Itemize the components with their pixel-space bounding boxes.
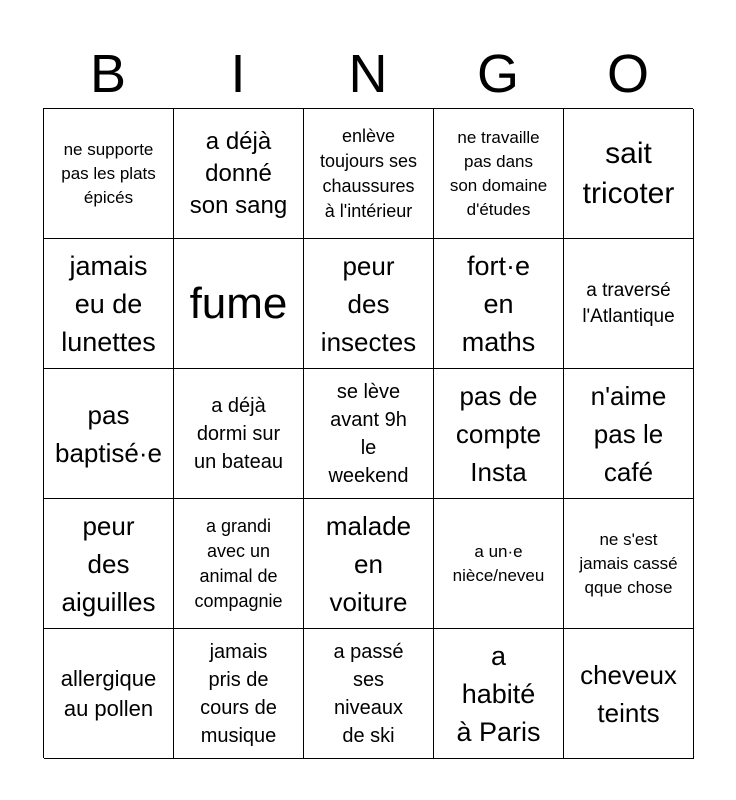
cell-text: cheveux teints bbox=[580, 659, 677, 728]
bingo-cell[interactable] bbox=[564, 369, 694, 499]
cell-text: peur des insectes bbox=[320, 250, 417, 357]
cell-text: pas de compte Insta bbox=[455, 380, 542, 487]
cell-text: sait tricoter bbox=[582, 136, 675, 210]
cell-text: a grandi avec un animal de compagnie bbox=[194, 515, 283, 611]
cell-text: malade en voiture bbox=[325, 510, 412, 617]
bingo-cell[interactable] bbox=[44, 499, 174, 629]
bingo-cell[interactable] bbox=[564, 109, 694, 239]
cell-text: jamais pris de cours de musique bbox=[200, 640, 277, 747]
cell-text: a déjà dormi sur un bateau bbox=[194, 394, 283, 473]
bingo-cell[interactable] bbox=[44, 629, 174, 759]
title-letter-b: B bbox=[89, 44, 127, 104]
bingo-cell[interactable] bbox=[564, 239, 694, 369]
cell-text: a passé ses niveaux de ski bbox=[333, 640, 404, 747]
cell-text: fort·e en maths bbox=[461, 250, 536, 357]
bingo-cell[interactable] bbox=[174, 629, 304, 759]
cell-text: allergique au pollen bbox=[60, 665, 157, 721]
bingo-cell[interactable] bbox=[304, 109, 434, 239]
bingo-grid bbox=[43, 108, 693, 758]
bingo-cell[interactable] bbox=[44, 369, 174, 499]
bingo-cell[interactable] bbox=[564, 499, 694, 629]
bingo-cell[interactable] bbox=[434, 239, 564, 369]
title-letter-i: I bbox=[230, 44, 246, 104]
cell-text: a un·e nièce/neveu bbox=[452, 541, 545, 585]
bingo-cell[interactable] bbox=[304, 239, 434, 369]
cell-text: a déjà donné son sang bbox=[189, 127, 288, 219]
title-letter-g: G bbox=[476, 44, 519, 104]
title-letter-o: O bbox=[606, 44, 649, 104]
title-letter-n: N bbox=[348, 44, 388, 104]
bingo-cell[interactable] bbox=[304, 369, 434, 499]
cell-text: se lève avant 9h le weekend bbox=[328, 380, 409, 487]
cell-text: peur des aiguilles bbox=[61, 510, 156, 617]
bingo-cell[interactable] bbox=[304, 499, 434, 629]
bingo-cell[interactable] bbox=[44, 239, 174, 369]
cell-text: a habité à Paris bbox=[456, 640, 541, 747]
cell-text: ne supporte pas les plats épicés bbox=[61, 139, 156, 207]
bingo-cell[interactable] bbox=[434, 629, 564, 759]
bingo-title bbox=[43, 40, 693, 108]
bingo-cell[interactable] bbox=[434, 499, 564, 629]
bingo-cell[interactable] bbox=[174, 499, 304, 629]
bingo-cell[interactable] bbox=[434, 369, 564, 499]
bingo-cell[interactable] bbox=[434, 109, 564, 239]
bingo-cell[interactable] bbox=[304, 629, 434, 759]
bingo-cell[interactable] bbox=[174, 109, 304, 239]
bingo-cell[interactable] bbox=[174, 369, 304, 499]
cell-text: n'aime pas le café bbox=[590, 380, 667, 487]
cell-text: fume bbox=[189, 278, 288, 328]
bingo-cell[interactable] bbox=[564, 629, 694, 759]
cell-text: enlève toujours ses chaussures à l'intérieur bbox=[319, 125, 418, 221]
cell-text: ne travaille pas dans son domaine d'études bbox=[449, 127, 548, 219]
bingo-cell[interactable] bbox=[174, 239, 304, 369]
bingo-cell[interactable] bbox=[44, 109, 174, 239]
cell-text: jamais eu de lunettes bbox=[61, 250, 156, 357]
cell-text: ne s'est jamais cassé qque chose bbox=[579, 529, 678, 597]
cell-text: pas baptisé·e bbox=[55, 399, 162, 468]
cell-text: a traversé l'Atlantique bbox=[582, 279, 675, 327]
